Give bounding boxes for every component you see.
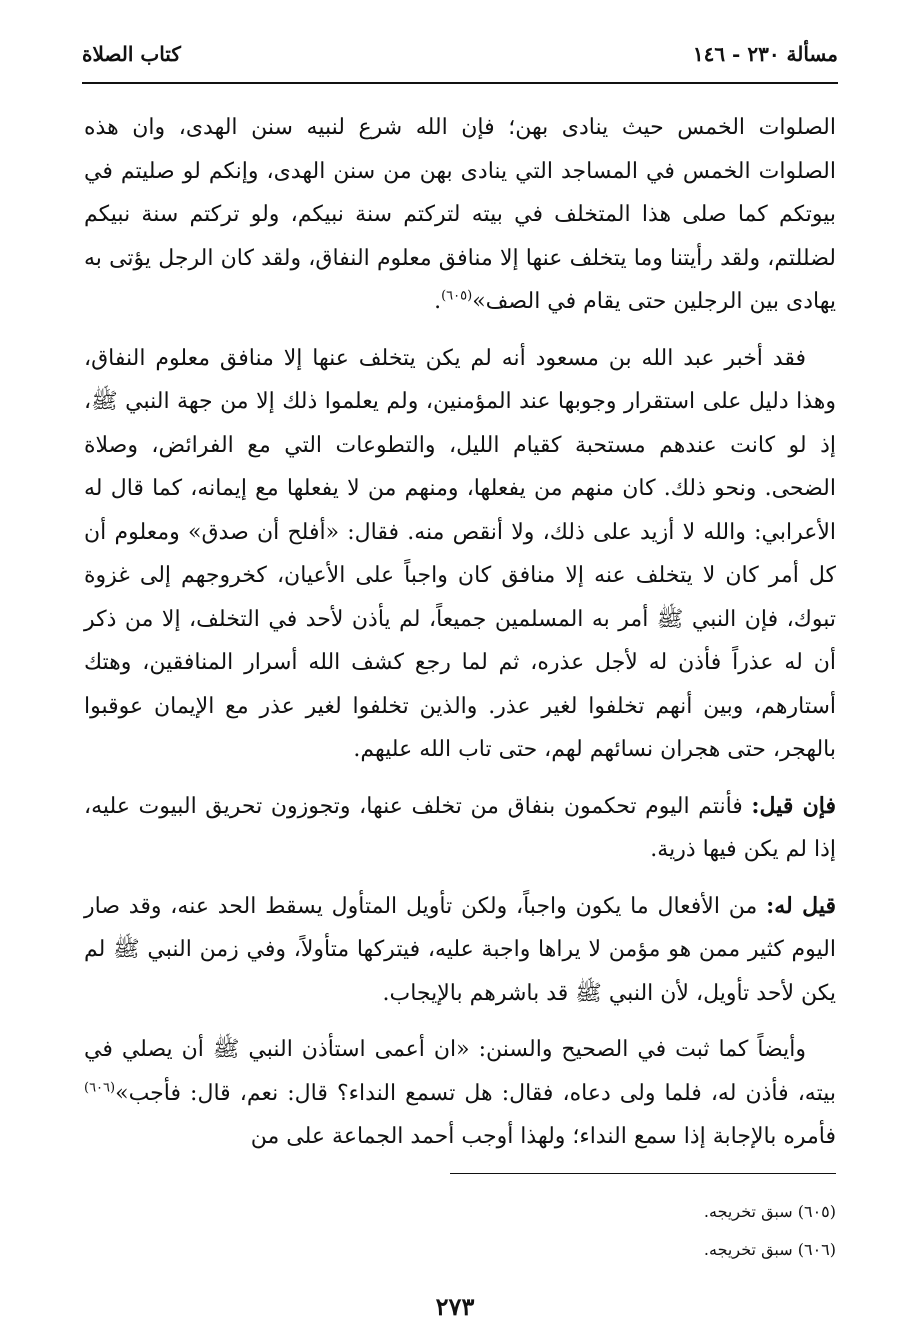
book-title: كتاب الصلاة — [82, 42, 181, 66]
body-text — [84, 106, 836, 1172]
footnote-606: (٦٠٦) سبق تخريجه. — [703, 1240, 836, 1259]
footnote-ref-606: (٦٠٦) — [84, 1080, 116, 1096]
paragraph-5: وأيضاً كما ثبت في الصحيح والسنن: «ان أعمى استأذن النبي ﷺ أن يصلي في بيته، فأذن له، فلما ولى دعاه، فقال: هل تسمع النداء؟ قال: نعم، قال: فأجب»$^{(٦٠٦)}$ فأمره بالإجابة إذا سمع النداء؛ ولهذا أوجب أحمد الجماعة على من — [84, 1037, 836, 1149]
footnote-ref-605: (٦٠٥) — [441, 288, 473, 304]
paragraph-lead: قيل له: — [766, 892, 836, 919]
paragraph-1: الصلوات الخمس حيث ينادى بهن؛ فإن الله شرع لنبيه سنن الهدى، وان هذه الصلوات الخمس في المساجد التي ينادى بهن من سنن الهدى، وإنكم لو صليتم في بيوتكم كما صلى هذا المتخلف في بيته لتركتم سنة نبيكم، ولو تركتم سنة نبيكم لضللتم، ولقد رأيتنا وما يتخلف عنها إلا منافق معلوم النفاق، ولقد كان الرجل يؤتى به يهادى بين الرجلين حتى يقام في الصف»$^{(٦٠٥)}$. — [84, 115, 836, 314]
footnote-separator — [450, 1173, 836, 1174]
paragraph-lead: فإن قيل: — [751, 792, 836, 819]
header-rule — [82, 82, 838, 84]
paragraph-2: فقد أخبر عبد الله بن مسعود أنه لم يكن يتخلف عنها إلا منافق معلوم النفاق، وهذا دليل على استقرار وجوبها عند المؤمنين، ولم يعلموا ذلك إلا من جهة النبي ﷺ، إذ لو كانت عندهم مستحبة كقيام الليل، والتطوعات التي مع الفرائض، وصلاة الضحى. ونحو ذلك. كان منهم من يفعلها، ومنهم من لا يفعلها مع إيمانه، كما قال له الأعرابي: والله لا أزيد على ذلك، ولا أنقص منه. فقال: «أفلح أن صدق» ومعلوم أن كل أمر كان لا يتخلف عنه إلا منافق كان واجباً على الأعيان، كخروجهم إلى غزوة تبوك، فإن النبي ﷺ أمر به المسلمين جميعاً، لم يأذن لأحد في التخلف، إلا من ذكر أن له عذراً فأذن له لأجل عذره، ثم لما رجع كشف الله أسرار المنافقين، وهتك أستارهم، وبين أنهم تخلفوا لغير عذر. والذين تخلفوا لغير عذر مع الإيمان عوقبوا بالهجر، حتى هجران نسائهم لهم، حتى تاب الله عليهم. — [84, 345, 836, 762]
paragraph-4: قيل له: من الأفعال ما يكون واجباً، ولكن تأويل المتأول يسقط الحد عنه، وقد صار اليوم كثير ممن هو مؤمن لا يراها واجبة عليه، فيتركها متأولاً، وفي زمن النبي ﷺ لم يكن لأحد تأويل، لأن النبي ﷺ قد باشرهم بالإيجاب. — [84, 892, 836, 1006]
paragraph-3: فإن قيل: فأنتم اليوم تحكمون بنفاق من تخلف عنها، وتجوزون تحريق البيوت عليه، إذا لم يكن فيها ذرية. — [84, 792, 836, 862]
running-header — [82, 38, 838, 82]
page-number: ٢٧٣ — [435, 1292, 475, 1321]
footnote-605: (٦٠٥) سبق تخريجه. — [703, 1202, 836, 1221]
issue-label: مسألة ٢٣٠ - ١٤٦ — [692, 42, 838, 66]
footnotes — [84, 1193, 836, 1269]
